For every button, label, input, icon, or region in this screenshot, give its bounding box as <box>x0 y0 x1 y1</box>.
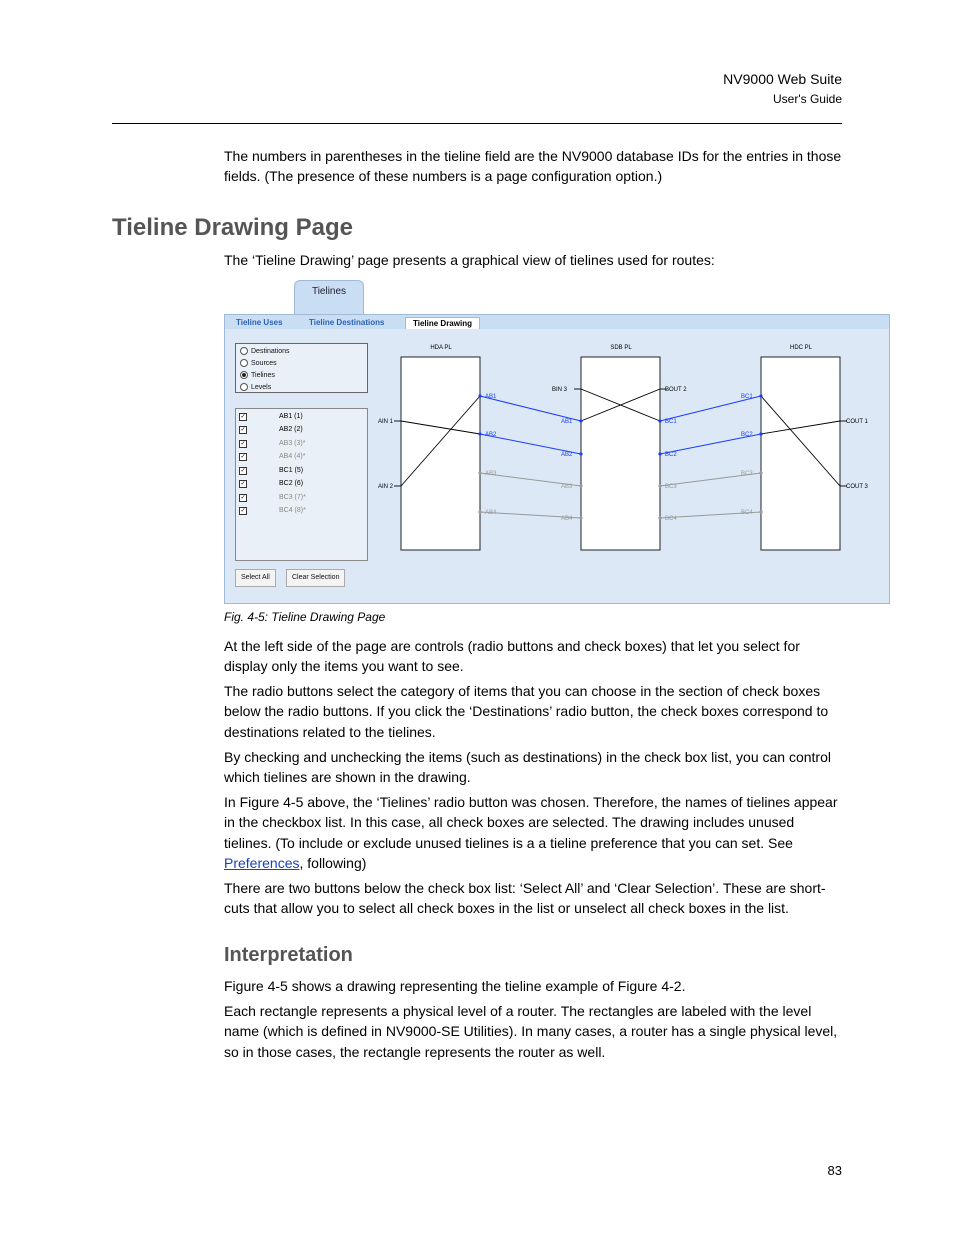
checkbox-label: AB4 (4)* <box>279 453 306 460</box>
paragraph-text: In Figure 4-5 above, the ‘Tielines’ radio button was chosen. Therefore, the names of tielines appear in the checkbox list. In this case, all check boxes are selected. The drawing includes unused tielines. (To include or exclude unused tielines is a a tieline preference that you can set. See <box>224 794 838 851</box>
radio-label: Levels <box>251 383 272 391</box>
port-label-ab4-in: AB4 <box>561 516 573 522</box>
port-label-bc4-out: BC4 <box>665 516 677 522</box>
port-dot <box>658 452 661 455</box>
section-title: Tieline Drawing Page <box>112 214 353 241</box>
level-rect-hda <box>401 357 480 550</box>
port-dot <box>759 432 762 435</box>
port-label-ab1-in: AB1 <box>561 419 573 425</box>
port-dot <box>579 452 582 455</box>
port-label-ain2: AIN 2 <box>378 484 394 490</box>
header-subtitle: User's Guide <box>773 92 842 106</box>
figure-caption: Fig. 4-5: Tieline Drawing Page <box>224 610 386 624</box>
checkbox[interactable]: ✓ <box>240 427 246 433</box>
port-label-bout2: BOUT 2 <box>665 387 687 393</box>
port-dot <box>658 516 661 519</box>
section-intro: The ‘Tieline Drawing’ page presents a graphical view of tielines used for routes: <box>224 252 715 268</box>
radio-label: Sources <box>251 359 277 367</box>
radio-label: Tielines <box>251 371 275 379</box>
level-rect-hdc <box>761 357 840 550</box>
checkbox-label: BC2 (6) <box>279 480 304 487</box>
checkbox-label: AB1 (1) <box>279 413 303 420</box>
preferences-link[interactable]: Preferences <box>224 854 300 871</box>
port-label-ab2-out: AB2 <box>485 432 497 438</box>
port-dot <box>759 471 762 474</box>
header-rule <box>112 123 842 124</box>
port-label-ab3-in: AB3 <box>561 484 573 490</box>
level-label-sdb: SDB PL <box>610 345 632 351</box>
subtab-tieline-destinations[interactable]: Tieline Destinations <box>309 318 385 327</box>
paragraph <box>224 792 844 873</box>
port-label-bc3-in: BC3 <box>741 471 753 477</box>
port-dot <box>658 484 661 487</box>
checkbox[interactable]: ✓ <box>240 441 246 447</box>
port-label-cout3: COUT 3 <box>846 484 868 490</box>
port-label-bc2-in: BC2 <box>741 432 753 438</box>
radio-label: Destinations <box>251 347 290 355</box>
checkbox-label: BC4 (8)* <box>279 507 306 514</box>
paragraph: The radio buttons select the category of items that you can choose in the section of check boxes below the radio buttons. If you click the ‘Destinations’ radio button, the check boxes correspond to destinations related to the tielines. <box>224 683 829 740</box>
port-label-bc1-out: BC1 <box>665 419 677 425</box>
port-label-ab1-out: AB1 <box>485 394 497 400</box>
checkbox[interactable]: ✓ <box>240 468 246 474</box>
paragraph: At the left side of the page are controls (radio buttons and check boxes) that let you select for display only the items you want to see. <box>224 638 800 675</box>
checkbox[interactable]: ✓ <box>240 495 246 501</box>
port-label-bc4-in: BC4 <box>741 510 753 516</box>
checkbox[interactable]: ✓ <box>240 454 246 460</box>
subtab-tieline-drawing[interactable]: Tieline Drawing <box>405 317 480 329</box>
select-all-button[interactable]: Select All <box>235 569 276 587</box>
tab-tielines[interactable]: Tielines <box>294 280 364 315</box>
checkbox[interactable]: ✓ <box>240 508 246 514</box>
port-dot <box>478 510 481 513</box>
paragraph-text: , following) <box>299 854 367 871</box>
port-label-ab3-out: AB3 <box>485 471 497 477</box>
port-dot <box>658 419 661 422</box>
port-dot <box>478 432 481 435</box>
tieline-drawing-figure <box>224 280 890 605</box>
checkbox-label: AB2 (2) <box>279 426 303 433</box>
port-label-ab2-in: AB2 <box>561 452 573 458</box>
clear-selection-button[interactable]: Clear Selection <box>286 569 345 587</box>
checkbox[interactable]: ✓ <box>240 481 246 487</box>
page-number: 83 <box>827 1163 842 1178</box>
port-label-bc3-out: BC3 <box>665 484 677 490</box>
port-dot <box>759 510 762 513</box>
paragraph: Each rectangle represents a physical level of a router. The rectangles are labeled with the level name (which is defined in NV9000-SE Utilities). In many cases, a router has a single physical level, so in those cases, the rectangle represents the router as well. <box>224 1003 838 1060</box>
subsection-title: Interpretation <box>224 944 353 966</box>
port-dot <box>478 471 481 474</box>
level-label-hdc: HDC PL <box>789 345 813 351</box>
paragraph: Figure 4-5 shows a drawing representing the tieline example of Figure 4-2. <box>224 978 686 994</box>
paragraph: There are two buttons below the check box list: ‘Select All’ and ‘Clear Selection’. These are short-cuts that allow you to select all check boxes in the list or unselect all check boxes in the list. <box>224 880 826 917</box>
port-label-bin3: BIN 3 <box>552 387 568 393</box>
port-dot <box>759 394 762 397</box>
port-label-cout1: COUT 1 <box>846 419 868 425</box>
header-title: NV9000 Web Suite <box>723 71 842 87</box>
port-dot <box>579 484 582 487</box>
port-dot <box>478 394 481 397</box>
subtab-tieline-uses[interactable]: Tieline Uses <box>236 318 283 327</box>
checkbox-label: AB3 (3)* <box>279 440 306 447</box>
level-label-hda: HDA PL <box>430 345 452 351</box>
checkbox-label: BC1 (5) <box>279 467 304 474</box>
intro-paragraph: The numbers in parentheses in the tieline field are the NV9000 database IDs for the entries in those fields. (The presence of these numbers is a page configuration option.) <box>224 148 842 185</box>
port-label-ain1: AIN 1 <box>378 419 394 425</box>
port-label-bc2-out: BC2 <box>665 452 677 458</box>
port-label-bc1-in: BC1 <box>741 394 753 400</box>
level-rect-sdb <box>581 357 660 550</box>
checkbox[interactable]: ✓ <box>240 414 246 420</box>
checkbox-label: BC3 (7)* <box>279 494 306 501</box>
tieline-drawing-canvas <box>224 329 888 603</box>
port-dot <box>579 419 582 422</box>
port-label-ab4-out: AB4 <box>485 510 497 516</box>
port-dot <box>579 516 582 519</box>
paragraph: By checking and unchecking the items (such as destinations) in the check box list, you can control which tielines are shown in the drawing. <box>224 749 831 786</box>
